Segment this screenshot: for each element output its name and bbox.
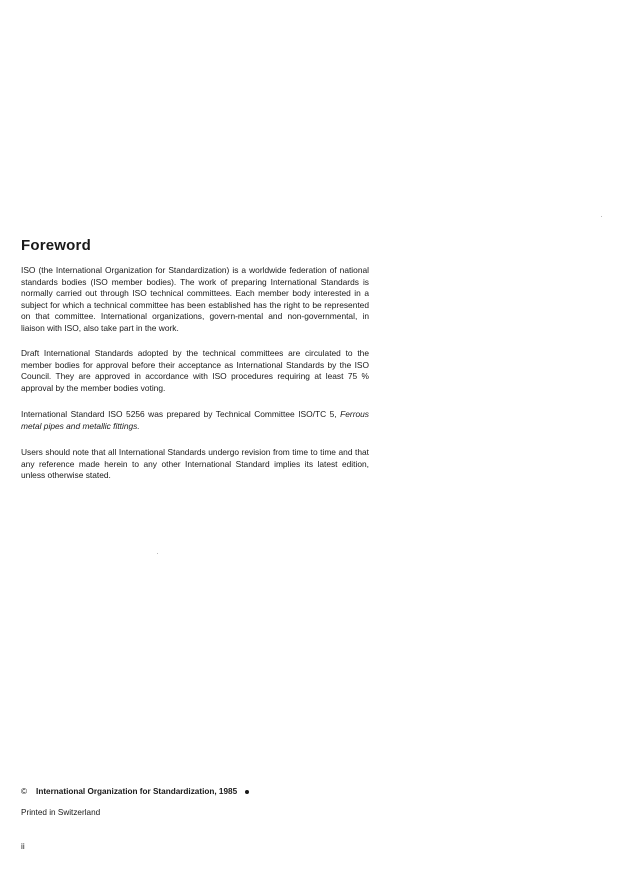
committee-title: Ferrous metal pipes and metallic fittings. — [21, 409, 369, 431]
paragraph-draft-standards: Draft International Standards adopted by the technical committees are circulated to the member bodies for approval before their acceptance as International Standards by the ISO Council. They are approved in accordance with ISO procedures requiring at least 75 % approval by the member bodies voting. — [21, 348, 369, 393]
page-number: ii — [21, 842, 25, 851]
paragraph-standard-prepared-text: International Standard ISO 5256 was prepared by Technical Committee ISO/TC 5, — [21, 409, 337, 419]
paragraph-revision-note: Users should note that all International Standards undergo revision from time to time and that any reference made herein to any other International Standard implies its latest edition, unless otherwise stated. — [21, 447, 369, 480]
scan-speck — [157, 553, 158, 554]
copyright-line — [21, 787, 249, 796]
foreword-heading: Foreword — [21, 237, 91, 254]
paragraph-iso-description: ISO (the International Organization for Standardization) is a worldwide federation of national standards bodies (ISO member bodies). The work of preparing International Standards is normally carried out through ISO technical committees. Each member body interested in a subject for which a technical committee has been established has the right to be represented on that committee. International organizations, govern-mental and non-governmental, in liaison with ISO, also take part in the work. — [21, 265, 369, 333]
printed-location: Printed in Switzerland — [21, 808, 101, 817]
copyright-text: International Organization for Standardization, 1985 — [36, 787, 238, 796]
scan-speck — [601, 216, 602, 217]
bullet-icon — [245, 790, 249, 794]
paragraph-standard-prepared — [21, 409, 369, 432]
copyright-symbol: © — [21, 787, 28, 796]
